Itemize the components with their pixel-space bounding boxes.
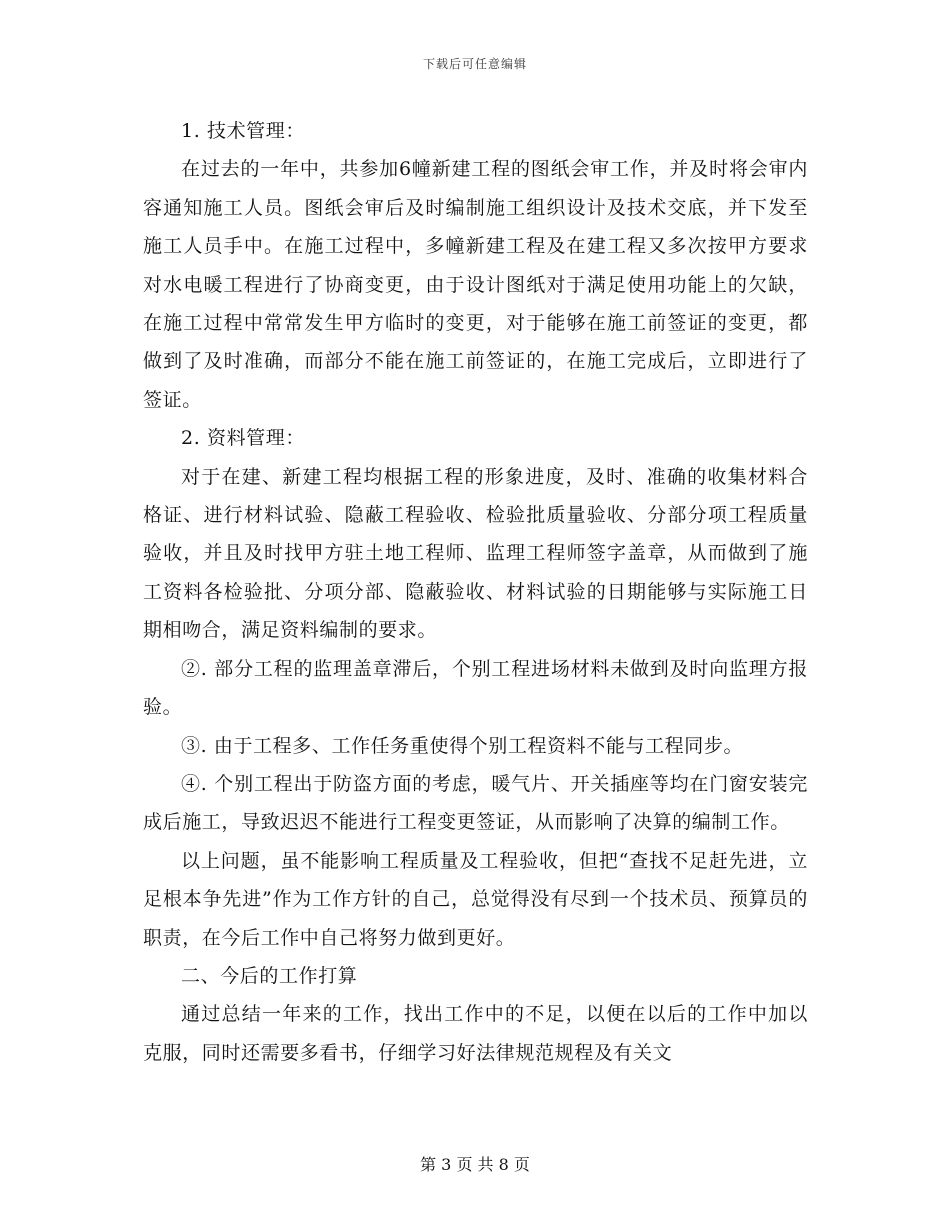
issue-item-3: ③. 由于工程多、工作任务重使得个别工程资料不能与工程同步。 <box>181 734 744 757</box>
paragraph-data-management: 对于在建、新建工程均根据工程的形象进度，及时、准确的收集材料合格证、进行材料试验、隐蔽工程验收、检验批质量验收、分部分项工程质量验收，并且及时找甲方驻土地工程师、监理工程师签字盖章，从而做到了施工资料各检验批、分项分部、隐蔽验收、材料试验的日期能够与实际施工日期相吻合，满足资料编制的要求。 <box>143 465 808 642</box>
section-heading-future-plan: 二、今后的工作打算 <box>181 964 358 987</box>
issue-item-2: ②. 部分工程的监理盖章滞后，个别工程进场材料未做到及时向监理方报验。 <box>143 657 808 719</box>
page-number: 第 3 页 共 8 页 <box>420 1155 530 1174</box>
document-body <box>143 112 808 1072</box>
paragraph-tech-management: 在过去的一年中，共参加6幢新建工程的图纸会审工作，并及时将会审内容通知施工人员。图纸会审后及时编制施工组织设计及技术交底，并下发至施工人员手中。在施工过程中，多幢新建工程及在建工程又多次按甲方要求对水电暖工程进行了协商变更，由于设计图纸对于满足使用功能上的欠缺，在施工过程中常常发生甲方临时的变更，对于能够在施工前签证的变更，都做到了及时准确，而部分不能在施工前签证的，在施工完成后，立即进行了签证。 <box>143 158 808 411</box>
section-heading-data-management: 2. 资料管理： <box>181 427 305 450</box>
section-heading-tech-management: 1. 技术管理： <box>181 120 305 142</box>
issue-item-4: ④. 个别工程出于防盗方面的考虑，暖气片、开关插座等均在门窗安装完成后施工，导致迟迟不能进行工程变更签证，从而影响了决算的编制工作。 <box>143 772 808 834</box>
paragraph-summary: 以上问题，虽不能影响工程质量及工程验收，但把“查找不足赶先进，立足根本争先进”作为工作方针的自己，总觉得没有尽到一个技术员、预算员的职责，在今后工作中自己将努力做到更好。 <box>143 849 808 949</box>
header-note: 下载后可任意编辑 <box>422 57 527 71</box>
paragraph-future-plan: 通过总结一年来的工作，找出工作中的不足，以便在以后的工作中加以克服，同时还需要多看书，仔细学习好法律规范规程及有关文 <box>143 1003 808 1064</box>
